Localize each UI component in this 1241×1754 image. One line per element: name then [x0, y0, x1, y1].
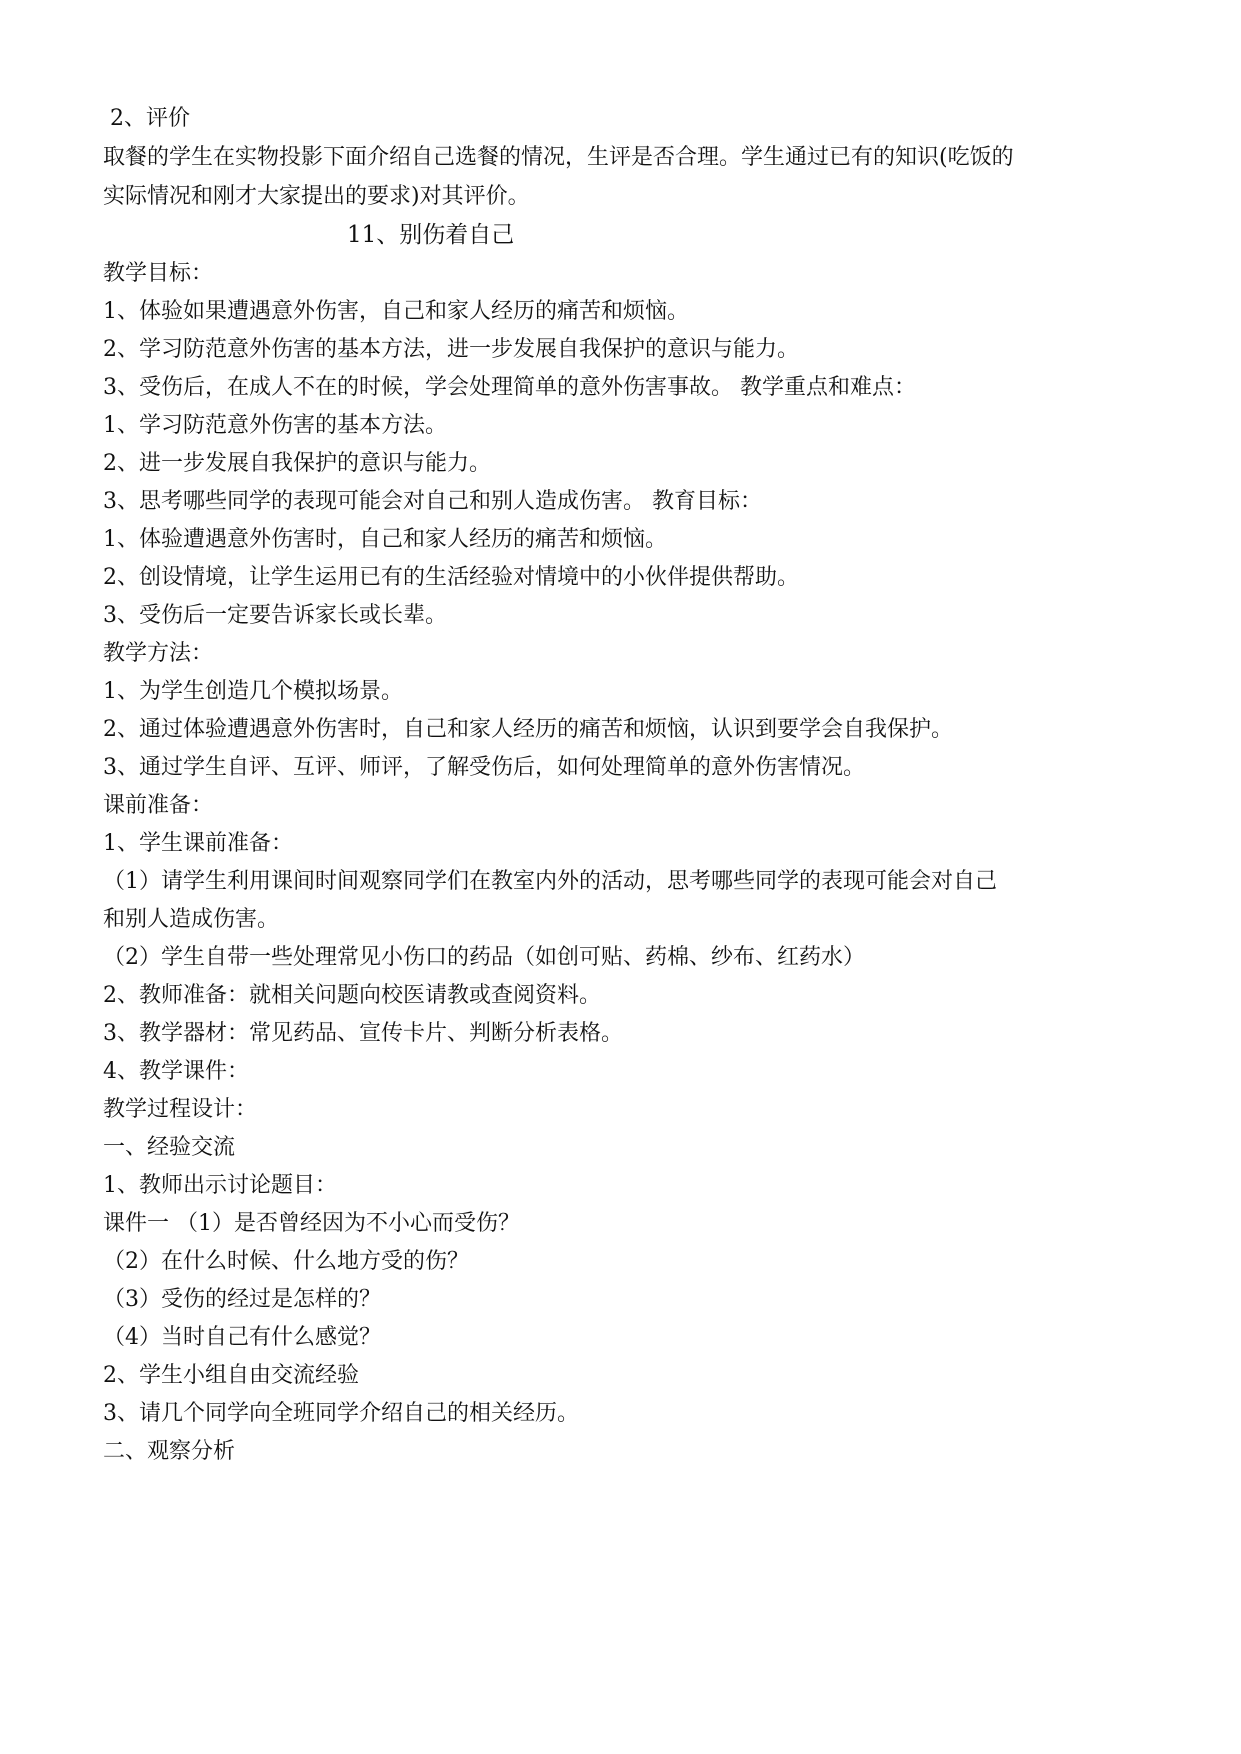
text-line: 一、经验交流 [103, 1135, 236, 1160]
text-line: 2、评价 [110, 106, 190, 131]
text-line: 课前准备： [103, 793, 214, 818]
text-line: 3、教学器材：常见药品、宣传卡片、判断分析表格。 [103, 1021, 623, 1046]
text-line: 3、请几个同学向全班同学介绍自己的相关经历。 [103, 1401, 579, 1426]
text-line: 2、学生小组自由交流经验 [103, 1363, 359, 1388]
text-line: 课件一 （1）是否曾经因为不小心而受伤？ [103, 1211, 520, 1236]
text-line: 4、教学课件： [103, 1059, 249, 1084]
text-line: （3）受伤的经过是怎样的？ [103, 1287, 381, 1312]
text-line: 1、体验如果遭遇意外伤害，自己和家人经历的痛苦和烦恼。 [103, 299, 689, 324]
text-line: 2、教师准备：就相关问题向校医请教或查阅资料。 [103, 983, 601, 1008]
text-line: 3、通过学生自评、互评、师评，了解受伤后，如何处理简单的意外伤害情况。 [103, 755, 865, 780]
text-line: 3、受伤后一定要告诉家长或长辈。 [103, 603, 447, 628]
text-line: 1、学习防范意外伤害的基本方法。 [103, 413, 447, 438]
text-line: 3、思考哪些同学的表现可能会对自己和别人造成伤害。 教育目标： [103, 489, 762, 514]
text-line: 取餐的学生在实物投影下面介绍自己选餐的情况，生评是否合理。学生通过已有的知识(吃饭的 [103, 145, 1014, 170]
text-line: 1、体验遭遇意外伤害时，自己和家人经历的痛苦和烦恼。 [103, 527, 667, 552]
text-line: （4）当时自己有什么感觉？ [103, 1325, 381, 1350]
text-line: 实际情况和刚才大家提出的要求)对其评价。 [103, 184, 530, 209]
section-title: 11、别伤着自己 [347, 222, 515, 248]
text-line: 1、为学生创造几个模拟场景。 [103, 679, 403, 704]
text-line: 3、受伤后，在成人不在的时候，学会处理简单的意外伤害事故。 教学重点和难点： [103, 375, 916, 400]
text-line: 教学过程设计： [103, 1097, 258, 1122]
text-line: 2、通过体验遭遇意外伤害时，自己和家人经历的痛苦和烦恼，认识到要学会自我保护。 [103, 717, 953, 742]
text-line: 2、创设情境，让学生运用已有的生活经验对情境中的小伙伴提供帮助。 [103, 565, 799, 590]
text-line: 2、进一步发展自我保护的意识与能力。 [103, 451, 491, 476]
text-line: 二、观察分析 [103, 1439, 236, 1464]
text-line: 教学目标： [103, 261, 214, 286]
text-line: 2、学习防范意外伤害的基本方法，进一步发展自我保护的意识与能力。 [103, 337, 799, 362]
text-line: 和别人造成伤害。 [103, 907, 280, 932]
text-line: （2）学生自带一些处理常见小伤口的药品（如创可贴、药棉、纱布、红药水） [103, 945, 865, 970]
text-line: 1、教师出示讨论题目： [103, 1173, 337, 1198]
text-line: （2）在什么时候、什么地方受的伤？ [103, 1249, 469, 1274]
text-line: 1、学生课前准备： [103, 831, 293, 856]
text-line: （1）请学生利用课间时间观察同学们在教室内外的活动，思考哪些同学的表现可能会对自己 [103, 869, 998, 894]
text-line: 教学方法： [103, 641, 214, 666]
